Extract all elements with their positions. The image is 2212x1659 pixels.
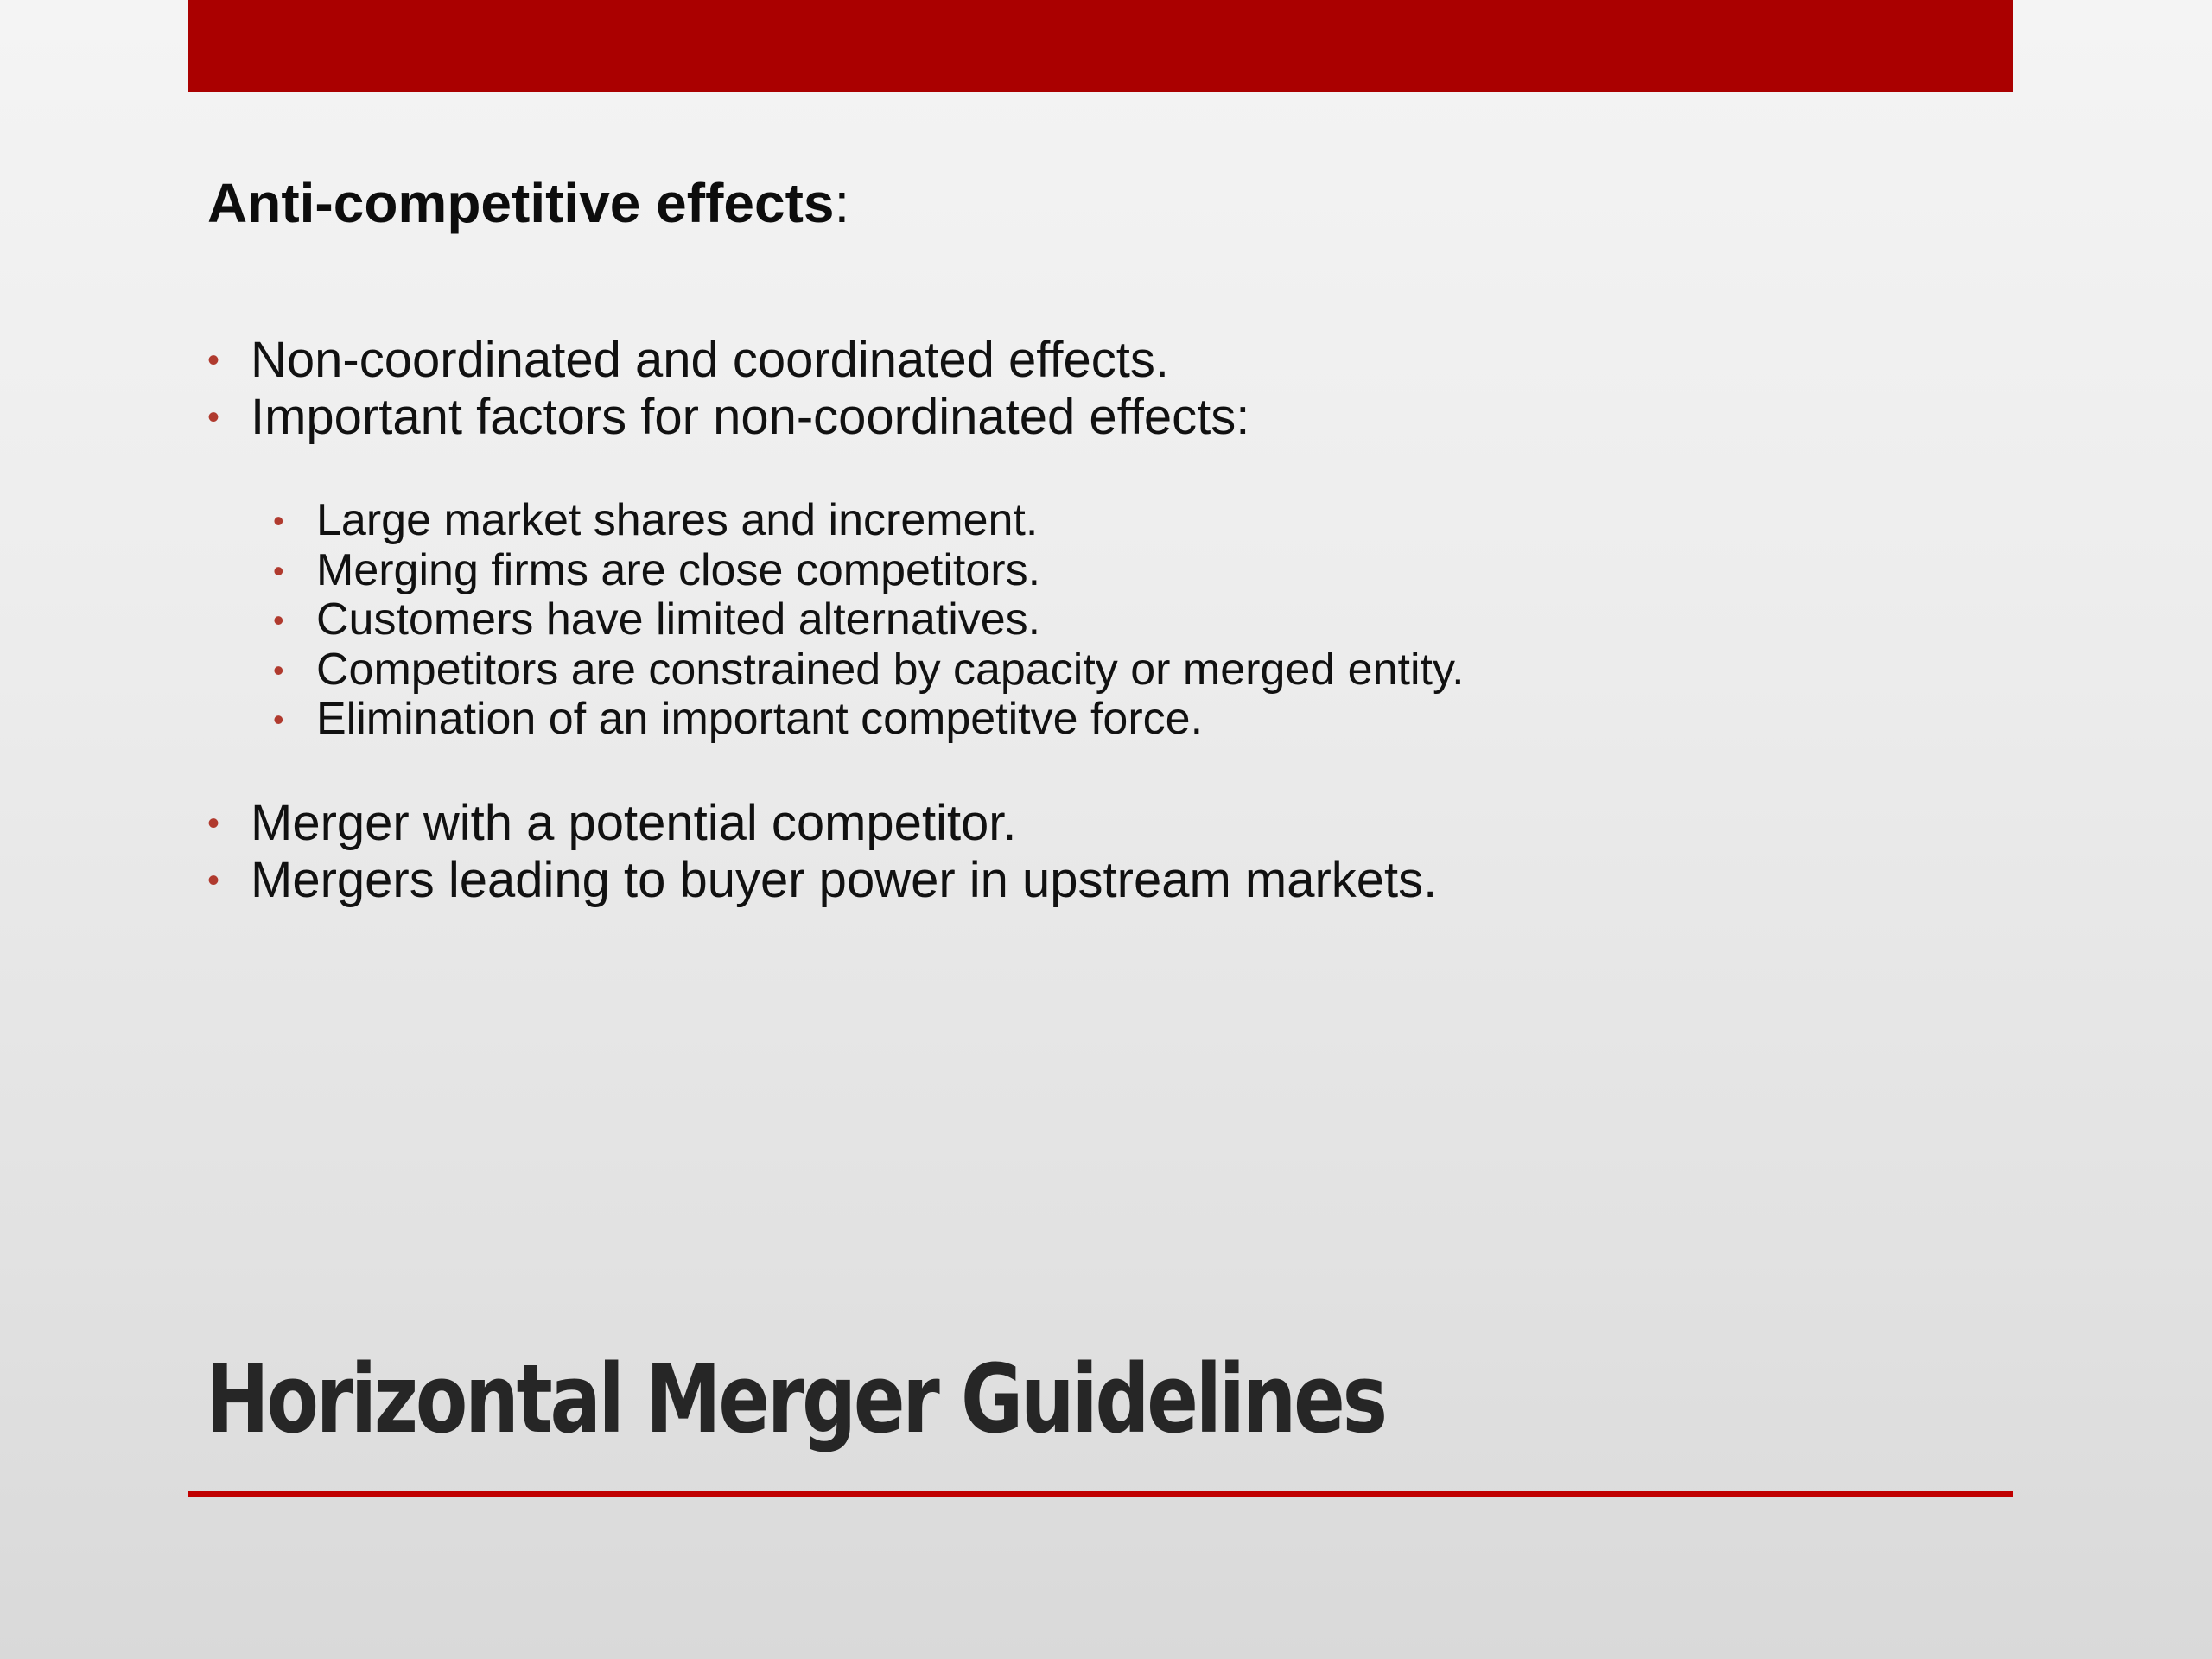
section-heading-colon: : [834,172,850,234]
sub-bullet-text: Elimination of an important competitve force. [316,694,1204,745]
bullet-text: Important factors for non-coordinated effects: [251,389,1250,446]
sub-bullet-text: Customers have limited alternatives. [316,594,1041,645]
sub-bullet-text: Large market shares and increment. [316,495,1039,546]
section-heading [207,173,1987,233]
bullet-item [207,332,1987,389]
sub-bullet-text: Merging firms are close competitors. [316,544,1041,595]
bullet-text: Merger with a potential competitor. [251,794,1017,851]
bullet-dot-icon: • [273,503,284,539]
title-underline-rule [188,1491,2013,1497]
bullet-list-top [207,332,1987,446]
bullet-item [207,795,1987,852]
bullet-dot-icon: • [207,341,220,380]
slide-body [207,173,1987,909]
bullet-item [207,389,1987,446]
bullet-dot-icon: • [273,652,284,688]
bullet-dot-icon: • [207,861,220,899]
sub-bullet-item [273,546,1987,596]
bullet-dot-icon: • [273,702,284,738]
sub-bullet-item [273,645,1987,696]
bullet-dot-icon: • [207,398,220,437]
bullet-list-bottom [207,795,1987,909]
sub-bullet-item [273,496,1987,546]
section-heading-bold: Anti-competitive effects [207,172,835,234]
bullet-text: Non-coordinated and coordinated effects. [251,332,1169,389]
top-accent-bar [188,0,2013,92]
bullet-dot-icon: • [273,602,284,639]
sub-bullet-item [273,595,1987,645]
sub-bullet-item [273,695,1987,745]
bullet-dot-icon: • [207,804,220,842]
bullet-item [207,852,1987,909]
slide-title: Horizontal Merger Guidelines [206,1344,1385,1454]
sub-bullet-list [273,496,1987,745]
bullet-text: Mergers leading to buyer power in upstream markets. [251,851,1438,908]
bullet-dot-icon: • [273,552,284,588]
sub-bullet-text: Competitors are constrained by capacity or merged entity. [316,644,1465,695]
